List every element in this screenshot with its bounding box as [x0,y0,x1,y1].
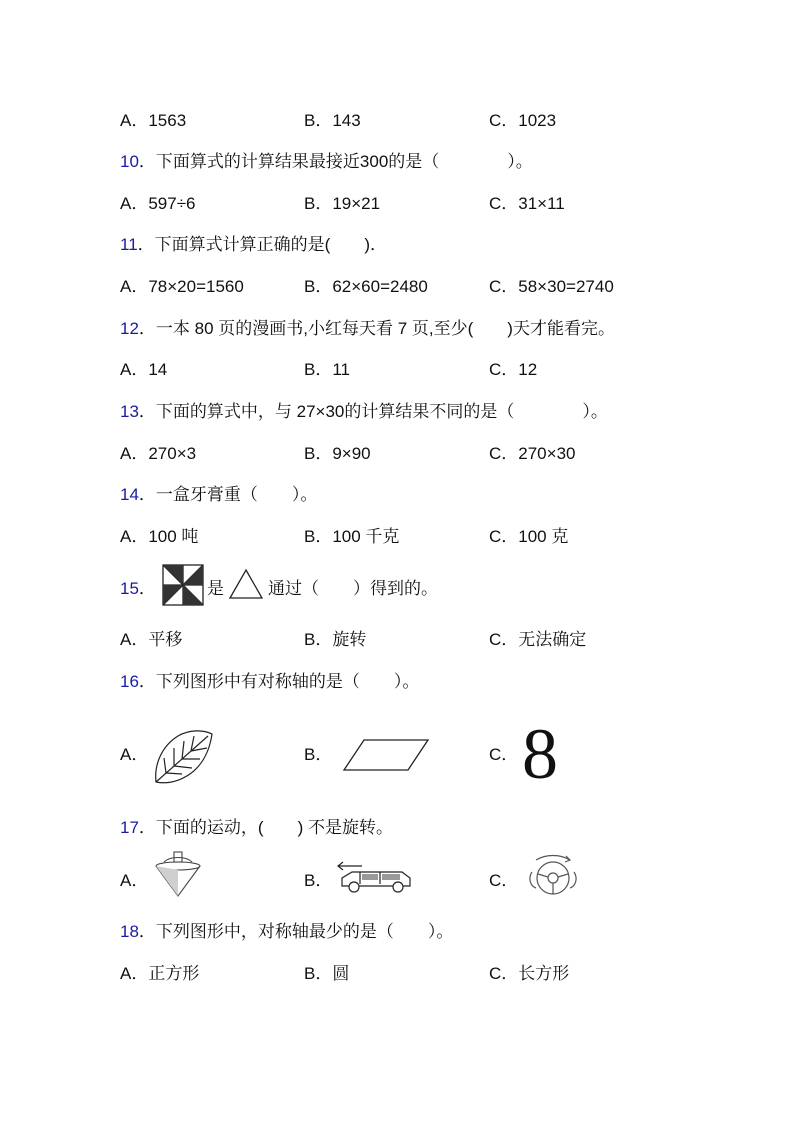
q10-option-b: B．19×21 [304,194,381,213]
figure-eight: 8 [522,714,558,794]
q12-option-a: A．14 [120,360,168,379]
q14-option-a: A．100 吨 [120,527,199,546]
question-10 [120,147,533,172]
leaf-icon [150,726,216,786]
q13-option-c: C．270×30 [489,444,576,463]
question-16 [120,667,419,692]
q13-option-a: A．270×3 [120,444,197,463]
q18-option-b: B．圆 [304,964,350,983]
q17-option-a: A． [120,871,149,890]
question-number: 18 [120,922,139,941]
question-number: 11 [120,235,138,254]
q11-option-c: C．58×30=2740 [489,277,614,296]
q10-option-a: A．597÷6 [120,194,196,213]
q11-option-a: A．78×20=1560 [120,277,244,296]
q10-option-c: C．31×11 [489,194,565,213]
q15-option-b: B．旋转 [304,630,367,649]
question-11 [120,230,387,255]
question-text-b: 是 [207,579,224,598]
question-text-c: 通过（ ）得到的。 [268,579,438,598]
q12-option-c: C．12 [489,360,538,379]
question-text: ．下面的运动，( ) 不是旋转。 [138,818,393,837]
q16-option-c: C． [489,745,519,764]
question-12 [120,314,615,339]
question-text: ．下面算式的计算结果最接近300的是（ ）。 [138,152,533,171]
question-18 [120,917,453,942]
car-icon [336,860,414,894]
question-14 [120,480,317,505]
question-text: ．下列图形中，对称轴最少的是（ ）。 [138,922,454,941]
q15-option-a: A．平移 [120,630,183,649]
question-number: 15 [120,579,139,598]
q9-option-b: B．143 [304,111,361,130]
question-number: 16 [120,672,139,691]
question-text-a: ． [138,579,156,598]
question-number: 14 [120,485,139,504]
q13-option-b: B．9×90 [304,444,371,463]
q15-option-c: C．无法确定 [489,630,587,649]
question-17 [120,813,393,838]
spinning-top-icon [152,850,204,898]
q17-option-b: B． [304,871,333,890]
parallelogram-icon [340,738,432,772]
question-text: ．一盒牙膏重（ ）。 [138,485,318,504]
q16-option-b: B． [304,745,333,764]
q9-option-a: A．1563 [120,111,187,130]
triangle-icon [228,568,264,600]
q12-option-b: B．11 [304,360,350,379]
question-13 [120,397,608,422]
question-number: 10 [120,152,139,171]
q18-option-c: C．长方形 [489,964,570,983]
question-text: ．下面的算式中，与 27×30的计算结果不同的是（ ）。 [138,402,608,421]
question-text: ．下面算式计算正确的是( )． [137,235,387,254]
question-number: 13 [120,402,139,421]
q17-option-c: C． [489,871,519,890]
q9-option-c: C．1023 [489,111,557,130]
question-text: ．下列图形中有对称轴的是（ ）。 [138,672,420,691]
question-15 [120,574,156,599]
q16-option-a: A． [120,745,149,764]
steering-wheel-icon [524,852,582,898]
question-text: ．一本 80 页的漫画书,小红每天看 7 页,至少( )天才能看完。 [138,319,615,338]
q14-option-c: C．100 克 [489,527,569,546]
pinwheel-icon [162,564,204,606]
q14-option-b: B．100 千克 [304,527,400,546]
q11-option-b: B．62×60=2480 [304,277,428,296]
question-number: 12 [120,319,139,338]
q18-option-a: A．正方形 [120,964,200,983]
question-number: 17 [120,818,139,837]
